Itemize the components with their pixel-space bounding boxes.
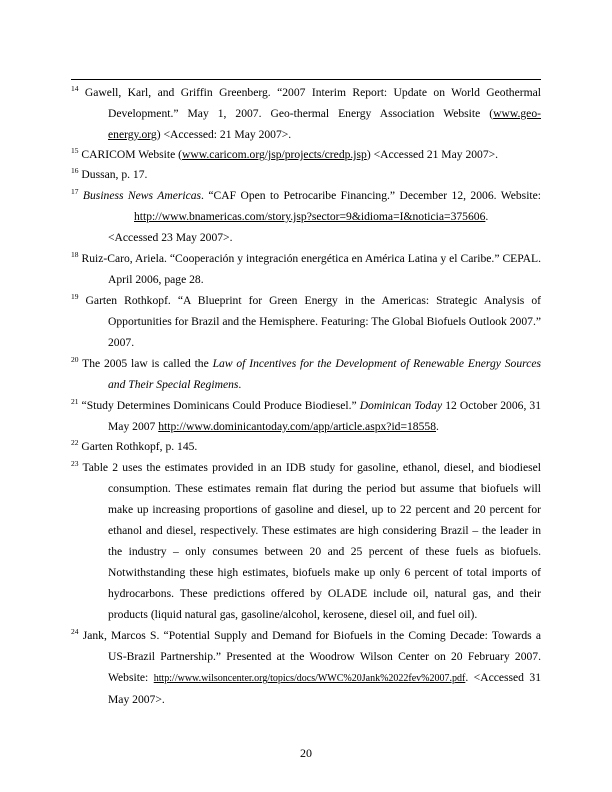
footnote-23 (71, 457, 541, 625)
footnote-19 (71, 290, 541, 353)
law-title: Law of Incentives for the Development of Renewable Energy Sources and Their Special Regimens (108, 357, 542, 391)
footnote-number: 16 (71, 166, 79, 175)
footnote-number: 15 (71, 146, 79, 155)
page-number: 20 (300, 746, 312, 760)
footnote-link[interactable]: www.geo-energy.org (108, 107, 541, 141)
footnote-number: 18 (71, 250, 79, 259)
footnote-text: Dussan, p. 17. (81, 168, 148, 181)
footnote-21 (71, 395, 541, 437)
footnote-text: ) <Accessed 21 May 2007>. (366, 148, 499, 161)
footnote-text: CARICOM Website ( (81, 148, 183, 161)
footnote-number: 23 (71, 459, 79, 468)
footnote-text: 12 October 2006, 31 May 2007 (108, 399, 541, 433)
footnote-text: . (238, 378, 242, 391)
publication-title: Business News Americas (82, 189, 202, 202)
footnote-text: Jank, Marcos S. “Potential Supply and Demand for Biofuels in the Coming Decade: Towards a US-Brazil Partnership.” Presented at the Woodrow Wilson Center on 20 February 2007. Website: (82, 629, 541, 684)
footnote-text: . <Accessed 31 May 2007>. (108, 671, 541, 706)
footnote-text: Garten Rothkopf, p. 145. (81, 440, 198, 453)
footnote-link[interactable]: http://www.wilsoncenter.org/topics/docs/WWC%20Jank%2022fev%2007.pdf (153, 673, 466, 684)
footnote-24 (71, 625, 541, 710)
footnotes-list (71, 82, 541, 710)
footnote-20 (71, 353, 541, 395)
footnote-text: ) <Accessed: 21 May 2007>. (156, 128, 292, 141)
footnote-text: . <Accessed 23 May 2007>. (108, 210, 489, 244)
footnote-15 (71, 145, 541, 165)
footnote-text: Table 2 uses the estimates provided in an IDB study for gasoline, ethanol, diesel, and biodiesel consumption. These estimates remain flat during the period but assume that biofuels will make up increasing proportions of gasoline and diesel, up to 22 percent and 20 percent for ethanol and diesel, respectively. These estimates are high considering Brazil – the leader in the industry – only consumes between 20 and 25 percent of these fuels as biofuels. Notwithstanding these high estimates, biofuels make up only 6 percent of total imports of hydrocarbons. These predictions offered by OLADE include oil, natural gas, and their products (liquid natural gas, gasoline/alcohol, kerosene, diesel oil, and fuel oil). (82, 461, 541, 621)
publication-title: Dominican Today (359, 399, 443, 412)
footnote-text: Gawell, Karl, and Griffin Greenberg. “2007 Interim Report: Update on World Geothermal Development.” May 1, 2007. Geo-thermal Energy Association Website ( (84, 86, 541, 120)
footnote-number: 21 (71, 397, 79, 406)
footnote-number: 24 (71, 627, 79, 636)
footnote-link[interactable]: http://www.dominicantoday.com/app/article.aspx?id=18558 (158, 420, 436, 433)
footnote-text: Ruiz-Caro, Ariela. “Cooperación y integración energética en América Latina y el Caribe.” CEPAL. April 2006, page 28. (81, 252, 542, 286)
footnote-17 (71, 185, 541, 248)
footnote-14 (71, 82, 541, 145)
footnote-separator (71, 79, 541, 80)
footnote-number: 22 (71, 438, 79, 447)
footnote-18 (71, 248, 541, 290)
footnote-number: 14 (71, 84, 79, 93)
footnote-number: 17 (71, 187, 79, 196)
footnote-text: Garten Rothkopf. “A Blueprint for Green Energy in the Americas: Strategic Analysis of Opportunities for Brazil and the Hemisphere. Featuring: The Global Biofuels Outlook 2007.” 2007. (85, 294, 541, 349)
footnote-text: “Study Determines Dominicans Could Produce Biodiesel.” (81, 399, 360, 412)
footnote-link[interactable]: www.caricom.org/jsp/projects/credp.jsp (182, 148, 367, 161)
footnote-16 (71, 165, 541, 185)
footnote-number: 19 (71, 292, 79, 301)
footnote-link[interactable]: http://www.bnamericas.com/story.jsp?sector=9&idioma=I&noticia=375606 (134, 210, 486, 223)
footnote-text: The 2005 law is called the (82, 357, 213, 370)
footnote-text: . “CAF Open to Petrocaribe Financing.” December 12, 2006. Website: (201, 189, 542, 202)
footnote-number: 20 (71, 355, 79, 364)
footnote-22 (71, 437, 541, 457)
footnote-text: . (436, 420, 439, 433)
